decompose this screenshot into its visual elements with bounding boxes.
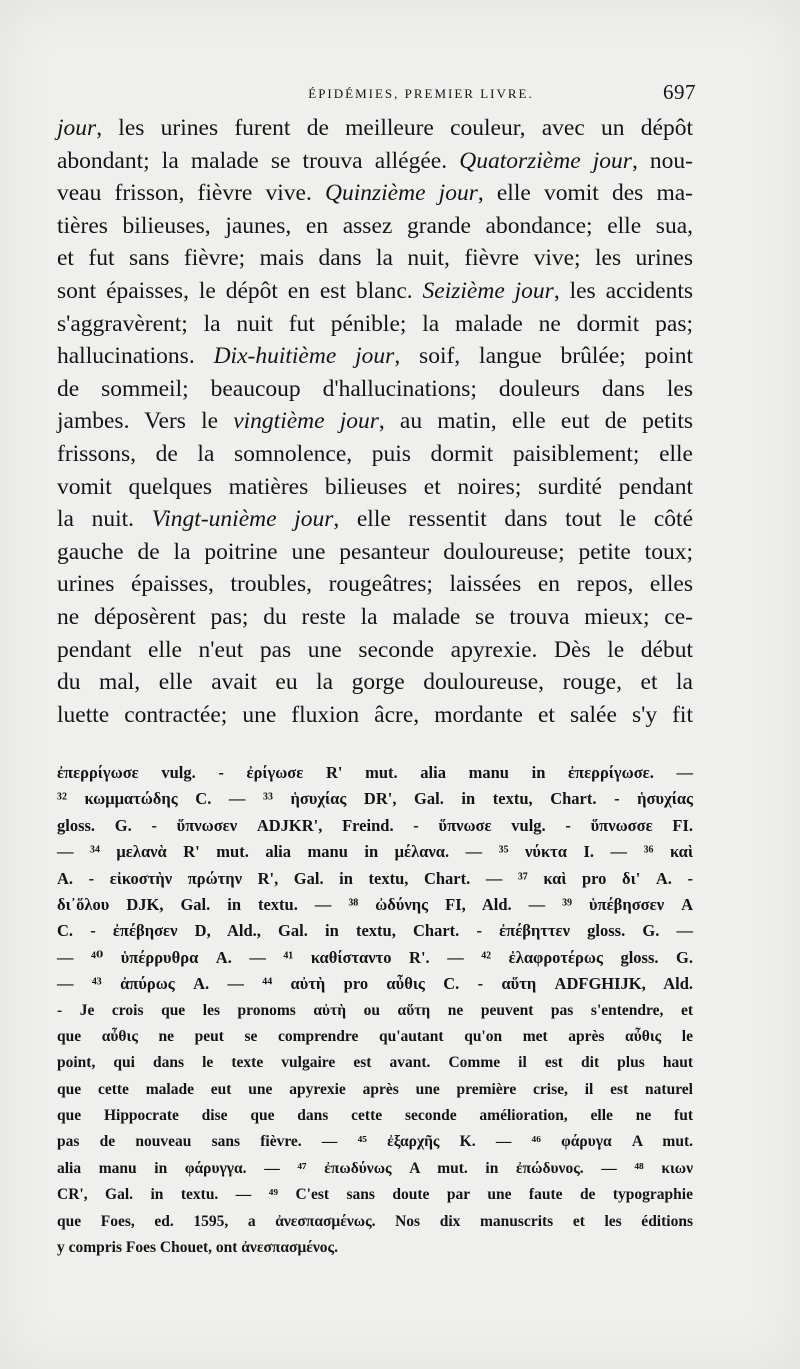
text-line: jour, les urines furent de meilleure couleur, avec un dépôt (57, 115, 693, 141)
text-line: luette contractée; une fluxion âcre, mordante et salée s'y fit (57, 701, 693, 728)
footnote-line: que cette malade eut une apyrexie après une première crise, il est naturel (57, 1080, 693, 1098)
text-line: veau frisson, fièvre vive. Quinzième jour, elle vomit des ma- (57, 180, 693, 207)
footnote-line: ³² κωμματώδης C. — ³³ ἡσυχίας DR', Gal. in textu, Chart. - ἡσυχίας (57, 789, 693, 809)
footnote-line: pas de nouveau sans fièvre. — ⁴⁵ ἐξαρχῆς K. — ⁴⁶ φάρυγα A mut. (57, 1133, 693, 1151)
text-line: urines épaisses, troubles, rougeâtres; laissées en repos, elles (57, 571, 693, 598)
footnote-line: δι᾽ὅλου DJK, Gal. in textu. — ³⁸ ὠδύνης FI, Ald. — ³⁹ ὑπέβησσεν A (57, 894, 693, 914)
text-line: jambes. Vers le vingtième jour, au matin, elle eut de petits (57, 408, 694, 435)
footnote-line: que αὖθις ne peut se comprendre qu'autant qu'on met après αὖθις le (57, 1027, 693, 1045)
text-line: et fut sans fièvre; mais dans la nuit, fièvre vive; les urines (57, 245, 693, 272)
text-line: du mal, elle avait eu la gorge douloureuse, rouge, et la (57, 669, 693, 696)
footnote-line: que Hippocrate dise que dans cette seconde amélioration, elle ne fut (57, 1107, 693, 1125)
footnote-line: que Foes, ed. 1595, a ἀνεσπασμένως. Nos dix manuscrits et les éditions (57, 1212, 693, 1230)
footnote-line: — ⁴³ ἀπύρως A. — ⁴⁴ αὐτὴ pro αὖθις C. - αὕτη ADFGHIJK, Ald. (57, 974, 693, 994)
text-line: vomit quelques matières bilieuses et noires; surdité pendant (57, 473, 693, 500)
text-line: pendant elle n'eut pas une seconde apyrexie. Dès le début (57, 636, 693, 663)
footnotes (57, 760, 693, 1261)
page-number: 697 (663, 80, 696, 104)
text-line: tières bilieuses, jaunes, en assez grande abondance; elle sua, (57, 212, 693, 239)
footnote-line: — ⁴⁰ ὑπέρρυθρα A. — ⁴¹ καθίσταντο R'. — ⁴² ἐλαφροτέρως gloss. G. (57, 947, 693, 967)
running-title: ÉPIDÉMIES, PREMIER LIVRE. (308, 86, 534, 101)
text-line: sont épaisses, le dépôt en est blanc. Seizième jour, les accidents (57, 277, 694, 304)
footnote-line: alia manu in φάρυγγα. — ⁴⁷ ἐπωδύνως A mut. in ἐπώδυνος. — ⁴⁸ κιων (57, 1159, 693, 1177)
main-text (57, 112, 693, 731)
text-line: hallucinations. Dix-huitième jour, soif, langue brûlée; point (57, 343, 693, 370)
footnote-line: — ³⁴ μελανὰ R' mut. alia manu in μέλανα. — ³⁵ νύκτα I. — ³⁶ καὶ (57, 842, 693, 862)
text-line: ne déposèrent pas; du reste la malade se trouva mieux; ce- (57, 603, 693, 630)
text-line: la nuit. Vingt-unième jour, elle ressentit dans tout le côté (57, 506, 693, 533)
footnote-line: y compris Foes Chouet, ont ἀνεσπασμένος. (57, 1239, 338, 1257)
footnote-line: A. - εἰκοστὴν πρώτην R', Gal. in textu, Chart. — ³⁷ καὶ pro δι' A. - (57, 868, 693, 888)
text-line: gauche de la poitrine une pesanteur douloureuse; petite toux; (57, 538, 693, 565)
text-line: de sommeil; beaucoup d'hallucinations; douleurs dans les (57, 375, 693, 402)
footnote-line: CR', Gal. in textu. — ⁴⁹ C'est sans doute par une faute de typographie (57, 1186, 693, 1204)
footnote-line: ἐπερρίγωσε vulg. - ἐρίγωσε R' mut. alia manu in ἐπερρίγωσε. — (57, 763, 693, 782)
footnote-line: C. - ἐπέβησεν D, Ald., Gal. in textu, Chart. - ἐπέβηττεν gloss. G. — (57, 921, 693, 941)
text-line: frissons, de la somnolence, puis dormit paisiblement; elle (57, 440, 693, 467)
text-line: s'aggravèrent; la nuit fut pénible; la malade ne dormit pas; (57, 310, 693, 337)
text-line: abondant; la malade se trouva allégée. Quatorzième jour, nou- (57, 147, 694, 174)
running-header (56, 80, 696, 108)
footnote-line: gloss. G. - ὕπνωσεν ADJKR', Freind. - ὕπνωσε vulg. - ὕπνωσσε FI. (57, 815, 693, 835)
footnote-line: - Je crois que les pronoms αὐτὴ ou αὕτη ne peuvent pas s'entendre, et (57, 1001, 693, 1019)
footnote-line: point, qui dans le texte vulgaire est avant. Comme il est dit plus haut (57, 1054, 693, 1072)
